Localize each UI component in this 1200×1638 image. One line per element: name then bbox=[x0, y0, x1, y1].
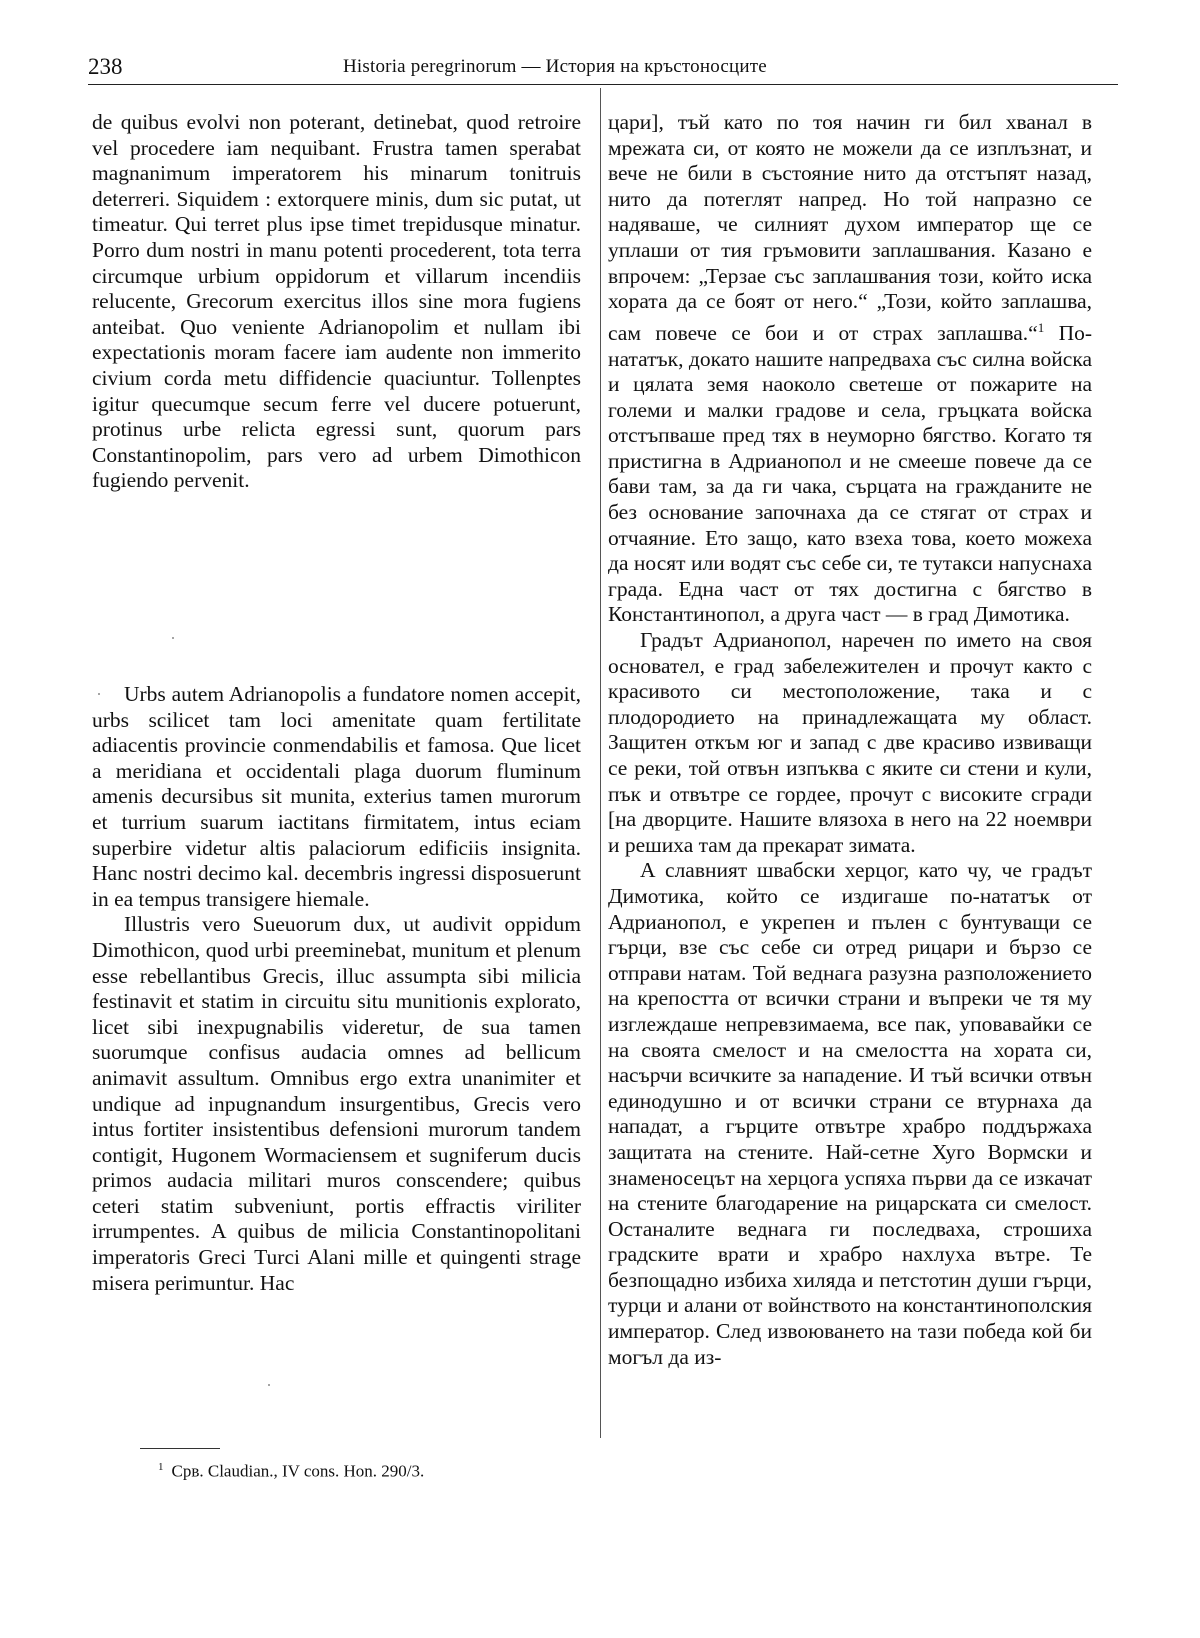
header-rule bbox=[88, 84, 1118, 85]
bulgarian-text: По-нататък, докато нашите напредваха със силна войска и цялата земя наоколо светеше от пожарите на големи и малки градове и села, гръцката войска отстъпваше пред тях в неуморно бягство. Когато тя пристигна в Адрианопол и не смееше повече да се бави там, за да ги чака, сърцата на гражданите не без основание започнаха да се стягат от страх и отчаяние. Ето защо, като взеха това, което можеха да носят или водят със себе си, те тутакси напуснаха града. Една част от тях достигна с бягство в Константинопол, а друга част — в град Димотика. bbox=[608, 320, 1093, 627]
footnote-text: Срв. Claudian., IV cons. Hon. 290/3. bbox=[171, 1461, 425, 1481]
bulgarian-column bbox=[608, 110, 1092, 1370]
bulgarian-paragraph bbox=[608, 110, 1092, 628]
latin-paragraph: de quibus evolvi non poterant, detinebat, quod retroire vel procedere iam nequibant. Frustra tamen sperabat magnanimum imperatorem his minarum tonitruis deterreri. Siquidem : extorquere minis, dum sic putat, ut timeatur. Qui terret plus ipse timet trepidusque minatur. Porro dum nostri in manu potenti procederent, tota terra circumque urbium oppidorum et villarum incendiis relucente, Grecorum exercitus illos sine mora fugiens anteibat. Quo veniente Adrianopolim et nullam ibi expectationis moram facere iam audente non immerito civium corda metu diffidencie quaciuntur. Tollenptes igitur quecumque secum ferre vel ducere potuerunt, protinus urbe relicta egressi sunt, quorum pars Constantinopolim, pars vero ad urbem Dimothicon fugiendo pervenit. bbox=[92, 110, 581, 493]
latin-paragraph: Urbs autem Adrianopolis a fundatore nomen accepit, urbs scilicet tam loci amenitate quam fertilitate adiacentis provincie conmendabilis et famosa. Que licet a meridiana et occidentali plaga duorum fluminum amenis decursibus sit munita, exterius tamen murorum et turrium suarum iactitans firmitatem, intus eciam superbire videtur altis palaciorum edificiis insignita. Hanc nostri decimo kal. decembris ingressi disposuerunt in ea tempus transigere hiemale. bbox=[92, 682, 581, 911]
footnote-reference: 1 bbox=[1037, 319, 1045, 335]
bulgarian-paragraph: А славният швабски херцог, като чу, че градът Димотика, който се издигаше по-нататък от Адрианопол, е укрепен и пълен с бунтуващи се гърци, взе със себе си отред рицари и бързо се отправи натам. Той веднага разузна разположението на крепостта от всички страни и въпреки че тя му изглеждаше непревзимаема, все пак, уповавайки се на своята смелост и на смелостта на хората си, насърчи всичките за нападение. И тъй всички отвън единодушно и от всички страни се втурнаха да нападат, а гърците отвътре храбро поддържаха защитата на стените. Най-сетне Хуго Вормски и знаменосецът на херцога успяха първи да се изкачат на стените благодарение на рицарската си смелост. Останалите веднага ги последваха, строшиха градските врати и храбро нахлуха вътре. Те безпощадно избиха хиляда и петстотин души гърци, турци и алани от войнството на константинополския император. След извоюването на тази победа кой би могъл да из- bbox=[608, 858, 1092, 1369]
bulgarian-text: цари], тъй като по тоя начин ги бил хванал в мрежата си, от която не можели да се изплъзнат, и вече не били в състояние нито да отстъпят назад, нито да потеглят напред. Но той напразно се надяваше, че силният духом император ще се уплаши от тия гръмовити заплашвания. Казано е впрочем: „Терзае със заплашвания този, който иска хората да се боят от него.“ „Този, който заплашва, сам повече се бои и от страх заплашва.“ bbox=[608, 110, 1092, 345]
print-speck bbox=[268, 1384, 270, 1386]
column-divider bbox=[600, 88, 601, 1438]
footnote bbox=[158, 1461, 424, 1482]
print-speck bbox=[172, 637, 174, 639]
print-speck bbox=[98, 693, 100, 695]
latin-column-top bbox=[92, 110, 581, 494]
running-title: Historia peregrinorum — История на кръстоносците bbox=[343, 56, 767, 77]
page-number: 238 bbox=[88, 54, 123, 79]
latin-paragraph: Illustris vero Sueuorum dux, ut audivit oppidum Dimothicon, quod urbi preeminebat, munitum et plenum esse rebellantibus Grecis, illuc assumpta sibi milicia festinavit et statim in circuitu situ munitionis explorato, licet sibi inexpugnabilis videretur, de sua tamen suorumque confisus audacia omnes ad bellicum animavit assultum. Omnibus ergo extra unanimiter et undique ad inpugnandum insurgentibus, Grecis vero intus fortiter insistentibus defensioni murorum tandem contigit, Hugonem Wormaciensem et sugniferum ducis primos audacia militari muros conscendere; quibus ceteri statim subveniunt, portis effractis viriliter irrumpentes. A quibus de milicia Constantinopolitani imperatoris Greci Turci Alani mille et quingenti strage misera perimuntur. Hac bbox=[92, 912, 581, 1295]
bulgarian-paragraph: Градът Адрианопол, наречен по името на своя основател, е град забележителен и прочут както с красивото си местоположение, така и с плодородието на принадлежащата му област. Защитен откъм юг и запад с две красиво извиващи се реки, той отвън изпъква с яките си стени и кули, пък и отвътре се гордее, прочут с високите сгради [на дворците. Нашите влязоха в него на 22 ноември и решиха там да прекарат зимата. bbox=[608, 628, 1092, 857]
page-header bbox=[88, 54, 1118, 84]
latin-column-bottom bbox=[92, 682, 581, 1296]
footnote-marker: 1 bbox=[158, 1461, 164, 1473]
footnote-rule bbox=[140, 1448, 220, 1449]
